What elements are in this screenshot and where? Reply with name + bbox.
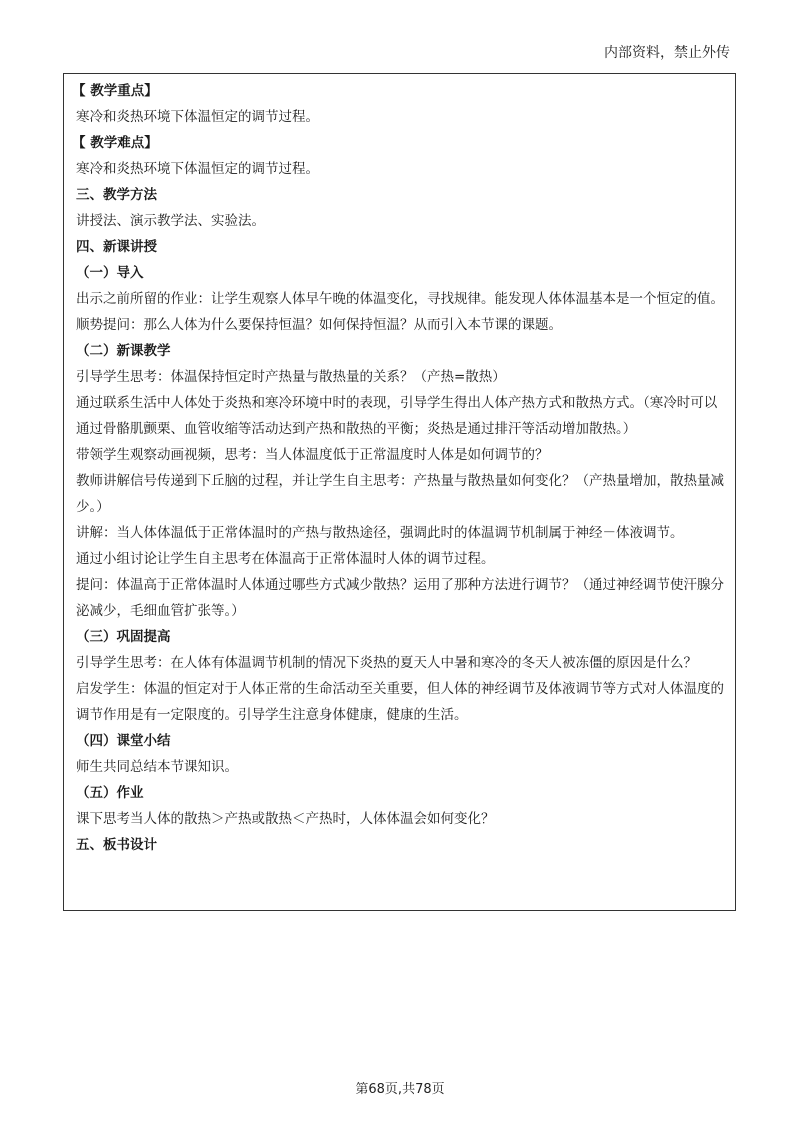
paragraph: 带领学生观察动画视频，思考：当人体温度低于正常温度时人体是如何调节的？ [76, 447, 549, 463]
subsection-heading: （三）巩固提高 [76, 629, 171, 645]
subsection-heading: （四）课堂小结 [76, 733, 171, 749]
paragraph: 顺势提问：那么人体为什么要保持恒温？如何保持恒温？从而引入本节课的课题。 [76, 317, 562, 333]
section-heading: 三、教学方法 [76, 187, 157, 203]
paragraph: 讲解：当人体体温低于正常体温时的产热与散热途径，强调此时的体温调节机制属于神经－体液调节。 [76, 525, 684, 541]
subsection-heading: （五）作业 [76, 785, 144, 801]
lesson-plan-table-cell [63, 73, 736, 911]
paragraph: 寒冷和炎热环境下体温恒定的调节过程。 [76, 109, 319, 125]
paragraph: 通过小组讨论让学生自主思考在体温高于正常体温时人体的调节过程。 [76, 551, 495, 567]
subsection-heading: （二）新课教学 [76, 343, 171, 359]
paragraph: 寒冷和炎热环境下体温恒定的调节过程。 [76, 161, 319, 177]
paragraph: 提问：体温高于正常体温时人体通过哪些方式减少散热？运用了那种方法进行调节？（通过神经调节使汗腺分泌减少，毛细血管扩张等。） [76, 577, 724, 619]
paragraph: 通过联系生活中人体处于炎热和寒冷环境中时的表现，引导学生得出人体产热方式和散热方式。（寒冷时可以通过骨骼肌颤栗、血管收缩等活动达到产热和散热的平衡；炎热是通过排汗等活动增加散热。） [76, 395, 718, 437]
paragraph: 出示之前所留的作业：让学生观察人体早午晚的体温变化，寻找规律。能发现人体体温基本是一个恒定的值。 [76, 291, 724, 307]
section-heading: 四、新课讲授 [76, 239, 157, 255]
paragraph: 师生共同总结本节课知识。 [76, 759, 238, 775]
paragraph: 引导学生思考：在人体有体温调节机制的情况下炎热的夏天人中暑和寒冷的冬天人被冻僵的原因是什么？ [76, 655, 697, 671]
paragraph: 引导学生思考：体温保持恒定时产热量与散热量的关系？（产热=散热） [76, 369, 506, 385]
paragraph: 课下思考当人体的散热＞产热或散热＜产热时，人体体温会如何变化？ [76, 811, 495, 827]
section-heading: 【 教学难点】 [72, 135, 158, 151]
paragraph: 启发学生：体温的恒定对于人体正常的生命活动至关重要，但人体的神经调节及体液调节等方式对人体温度的调节作用是有一定限度的。引导学生注意身体健康，健康的生活。 [76, 681, 724, 723]
paragraph: 教师讲解信号传递到下丘脑的过程，并让学生自主思考：产热量与散热量如何变化？（产热量增加，散热量减少。） [76, 473, 724, 515]
paragraph: 讲授法、演示教学法、实验法。 [76, 213, 265, 229]
subsection-heading: （一）导入 [76, 265, 144, 281]
page-number: 第68页,共78页 [355, 1082, 445, 1097]
confidential-notice: 内部资料，禁止外传 [604, 45, 730, 61]
section-heading: 五、板书设计 [76, 837, 157, 853]
section-heading: 【 教学重点】 [72, 83, 158, 99]
